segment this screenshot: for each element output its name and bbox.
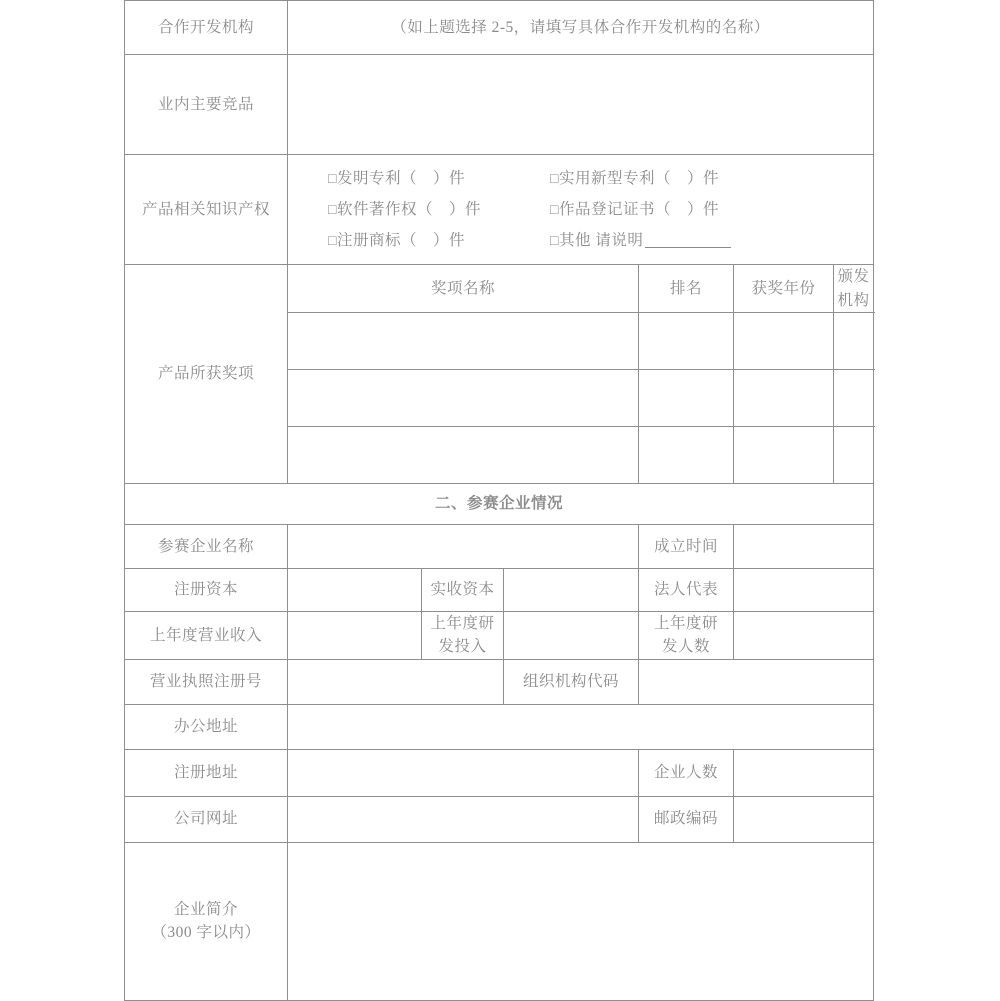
awards-cell-issuer[interactable]: [834, 427, 874, 484]
awards-cell-year[interactable]: [734, 370, 834, 427]
intellectual-property-options: [288, 155, 874, 265]
rd-investment-label-line2: 发投入: [438, 638, 487, 656]
application-form-table: [124, 0, 874, 1001]
checkbox-icon[interactable]: □: [328, 171, 337, 187]
org-code-label: 组织机构代码: [504, 659, 639, 704]
awards-cell-name[interactable]: [288, 313, 639, 370]
company-profile-input[interactable]: [288, 842, 874, 1000]
ip-option-row: [288, 163, 873, 194]
row-main-competitors: [125, 55, 874, 155]
ip-other-fill-in-line[interactable]: [645, 247, 731, 248]
ip-option-label: 发明专利（ ）件: [336, 169, 465, 187]
checkbox-icon[interactable]: □: [328, 233, 337, 249]
row-intellectual-property: [125, 155, 874, 265]
legal-representative-input[interactable]: [734, 569, 874, 612]
awards-cell-year[interactable]: [734, 313, 834, 370]
employee-count-label: 企业人数: [639, 749, 734, 796]
paid-in-capital-input[interactable]: [504, 569, 639, 612]
registered-address-input[interactable]: [288, 749, 639, 796]
row-awards-header: [125, 265, 874, 313]
registered-address-label: 注册地址: [125, 749, 288, 796]
intellectual-property-label: 产品相关知识产权: [125, 155, 288, 265]
ip-option-label: 实用新型专利（ ）件: [558, 169, 719, 187]
main-competitors-label: 业内主要竞品: [125, 55, 288, 155]
row-section-two-title: [125, 484, 874, 525]
rd-investment-input[interactable]: [504, 612, 639, 660]
awards-cell-rank[interactable]: [639, 313, 734, 370]
awards-cell-issuer[interactable]: [834, 313, 874, 370]
rd-headcount-label-line2: 发人数: [661, 638, 710, 656]
awards-col-header-issuer: 颁发机构: [834, 265, 874, 313]
checkbox-icon[interactable]: □: [328, 202, 337, 218]
ip-option-label: 其他 请说明: [558, 231, 644, 249]
rd-headcount-label: [639, 612, 734, 660]
cooperation-org-label: 合作开发机构: [125, 1, 288, 55]
cooperation-org-hint: （如上题选择 2-5，请填写具体合作开发机构的名称）: [288, 1, 874, 55]
ip-option-label: 注册商标（ ）件: [336, 231, 465, 249]
awards-cell-name[interactable]: [288, 370, 639, 427]
main-competitors-input[interactable]: [288, 55, 874, 155]
business-license-input[interactable]: [288, 659, 504, 704]
office-address-input[interactable]: [288, 704, 874, 749]
awards-col-header-name: 奖项名称: [288, 265, 639, 313]
ip-option-other[interactable]: [520, 229, 731, 252]
ip-option-software-copyright[interactable]: [288, 198, 520, 221]
checkbox-icon[interactable]: □: [550, 233, 559, 249]
registered-capital-input[interactable]: [288, 569, 422, 612]
employee-count-input[interactable]: [734, 749, 874, 796]
business-license-label: 营业执照注册号: [125, 659, 288, 704]
row-cooperation-org: [125, 1, 874, 55]
rd-investment-label-line1: 上年度研: [430, 615, 495, 632]
awards-cell-issuer[interactable]: [834, 370, 874, 427]
ip-option-row: [288, 194, 873, 225]
awards-cell-name[interactable]: [288, 427, 639, 484]
checkbox-icon[interactable]: □: [550, 171, 559, 187]
legal-representative-label: 法人代表: [639, 569, 734, 612]
office-address-label: 办公地址: [125, 704, 288, 749]
awards-cell-rank[interactable]: [639, 427, 734, 484]
ip-option-trademark[interactable]: [288, 229, 520, 252]
paid-in-capital-label: 实收资本: [422, 569, 504, 612]
rd-headcount-label-line1: 上年度研: [653, 615, 718, 632]
rd-headcount-input[interactable]: [734, 612, 874, 660]
postcode-input[interactable]: [734, 796, 874, 842]
postcode-label: 邮政编码: [639, 796, 734, 842]
established-date-label: 成立时间: [639, 525, 734, 569]
company-profile-label-line2: （300 字以内）: [151, 924, 261, 941]
row-office-address: [125, 704, 874, 749]
row-capital: [125, 569, 874, 612]
company-profile-label: [125, 842, 288, 1000]
rd-investment-label: [422, 612, 504, 660]
row-website: [125, 796, 874, 842]
row-license-and-org-code: [125, 659, 874, 704]
company-website-input[interactable]: [288, 796, 639, 842]
org-code-input[interactable]: [639, 659, 874, 704]
checkbox-icon[interactable]: □: [550, 202, 559, 218]
ip-option-label: 作品登记证书（ ）件: [558, 200, 719, 218]
last-year-revenue-label: 上年度营业收入: [125, 612, 288, 660]
company-profile-label-line1: 企业简介: [173, 900, 238, 918]
awards-cell-rank[interactable]: [639, 370, 734, 427]
ip-option-label: 软件著作权（ ）件: [336, 200, 481, 218]
row-registered-address: [125, 749, 874, 796]
awards-cell-year[interactable]: [734, 427, 834, 484]
ip-option-utility-model-patent[interactable]: [520, 167, 719, 190]
company-name-label: 参赛企业名称: [125, 525, 288, 569]
row-last-year-figures: [125, 612, 874, 660]
section-two-title: 二、参赛企业情况: [125, 484, 874, 525]
awards-col-header-year: 获奖年份: [734, 265, 834, 313]
ip-option-row: [288, 225, 873, 256]
company-website-label: 公司网址: [125, 796, 288, 842]
awards-col-header-rank: 排名: [639, 265, 734, 313]
registered-capital-label: 注册资本: [125, 569, 288, 612]
company-name-input[interactable]: [288, 525, 639, 569]
row-company-profile: [125, 842, 874, 1000]
awards-label: 产品所获奖项: [125, 265, 288, 484]
row-company-name: [125, 525, 874, 569]
ip-option-invention-patent[interactable]: [288, 167, 520, 190]
established-date-input[interactable]: [734, 525, 874, 569]
ip-option-work-registration[interactable]: [520, 198, 719, 221]
last-year-revenue-input[interactable]: [288, 612, 422, 660]
